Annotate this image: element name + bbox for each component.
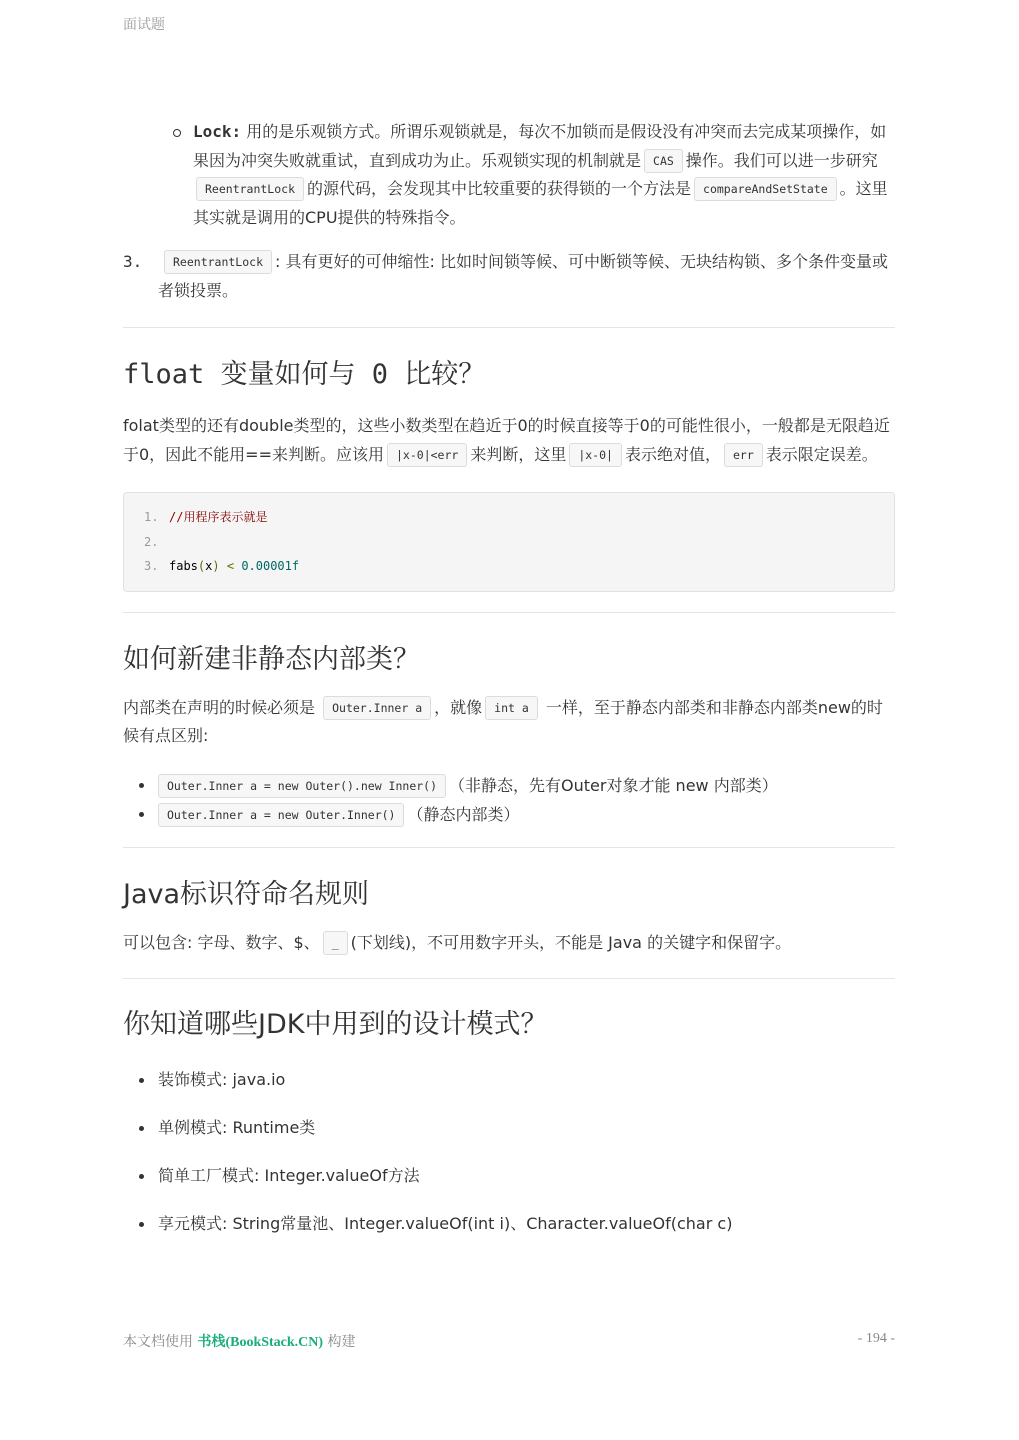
jdk-heading: 你知道哪些JDK中用到的设计模式？: [123, 1009, 548, 1040]
numbered-item-3: [123, 248, 895, 305]
inline-code-outer-inner: Outer.Inner a: [323, 696, 431, 720]
footer-suffix: 构建: [327, 1334, 356, 1350]
list-item-text: （非静态，先有Outer对象才能 new 内部类）: [449, 775, 778, 795]
list-item: [123, 1114, 895, 1142]
footer-brand-link[interactable]: 书栈(BookStack.CN): [197, 1335, 324, 1350]
lock-sub-list: [123, 118, 895, 232]
list-number: 3.: [123, 252, 143, 271]
running-header: 面试题: [123, 17, 165, 33]
lock-text-3: 的源代码，会发现其中比较重要的获得锁的一个方法是: [307, 179, 692, 198]
code-block: [123, 492, 895, 592]
inline-code-reentrantlock-2: ReentrantLock: [164, 250, 272, 274]
lock-text-4: 。这里其实就是调用的CPU提供的特殊指令。: [193, 179, 888, 227]
page-content: [123, 118, 895, 1258]
identifier-paragraph: [123, 929, 895, 958]
list-item: [123, 1162, 895, 1190]
code-line-1: 1. //用程序表示就是: [144, 510, 268, 524]
item3-text: : 具有更好的可伸缩性: 比如时间锁等候、可中断锁等候、无块结构锁、多个条件变量或者锁投票。: [158, 252, 888, 300]
jdk-pattern-list: [123, 1066, 895, 1238]
bullet-icon: [139, 783, 144, 788]
lock-item: [123, 118, 895, 232]
inline-code-err-expr: |x-0|<err: [387, 443, 467, 467]
list-item: [123, 1210, 895, 1238]
float-text-1: folat类型的还有double类型的，这些小数类型在趋近于0的时候直接等于0的可能性很小，一般都是无限趋近于0，因此不能用==来判断。应该用: [123, 416, 890, 464]
float-text-4: 表示限定误差。: [765, 444, 878, 464]
inline-code-int-a: int a: [485, 696, 538, 720]
inner-text-3: 一样，至于静态内部类和非静态内部类new的时候有点区别:: [123, 697, 883, 745]
float-text-3: 表示绝对值，: [624, 444, 721, 464]
list-item-text: 简单工厂模式: Integer.valueOf方法: [158, 1166, 420, 1185]
list-item: [123, 800, 895, 829]
inline-code-err: err: [724, 443, 763, 467]
lock-term: Lock:: [193, 122, 242, 141]
inner-class-list: [123, 771, 895, 829]
bullet-icon: [139, 1126, 144, 1131]
section-divider: [123, 327, 895, 328]
code-line-2: 2.: [144, 534, 159, 549]
circle-bullet-icon: [173, 129, 181, 137]
list-item: [123, 1066, 895, 1094]
inline-code-reentrantlock: ReentrantLock: [196, 177, 304, 201]
lock-text-2: 操作。我们可以进一步研究: [685, 150, 878, 170]
list-item-text: 享元模式: String常量池、Integer.valueOf(int i)、Character.valueOf(char c): [158, 1214, 733, 1233]
footer-prefix: 本文档使用: [123, 1334, 193, 1350]
identifier-text-2: (下划线)，不可用数字开头，不能是 Java 的关键字和保留字。: [350, 932, 792, 952]
section-divider: [123, 847, 895, 848]
inline-code-compareandsetstate: compareAndSetState: [694, 177, 837, 201]
float-heading: float 变量如何与 0 比较？: [123, 359, 486, 390]
inner-text-1: 内部类在声明的时候必须是: [123, 697, 316, 717]
inner-text-2: ，就像: [434, 697, 483, 717]
bullet-icon: [139, 1174, 144, 1179]
identifier-text-1: 可以包含: 字母、数字、$、: [123, 932, 320, 952]
bullet-icon: [139, 1222, 144, 1227]
inline-code-underscore: _: [323, 931, 348, 955]
float-text-2: 来判断，这里: [470, 444, 567, 464]
bullet-icon: [139, 1078, 144, 1083]
lock-text-1: 用的是乐观锁方式。所谓乐观锁就是，每次不加锁而是假设没有冲突而去完成某项操作，如果因为冲突失败就重试，直到成功为止。乐观锁实现的机制就是: [193, 122, 887, 170]
bullet-icon: [139, 812, 144, 817]
inline-code-cas: CAS: [644, 149, 683, 173]
list-item-text: 装饰模式: java.io: [158, 1070, 286, 1089]
page-number: - 194 -: [857, 1331, 895, 1346]
inline-code: Outer.Inner a = new Outer().new Inner(): [158, 774, 446, 798]
section-divider: [123, 978, 895, 979]
footer-credit: [123, 1331, 356, 1351]
float-paragraph: [123, 412, 895, 469]
code-line-3: 3. fabs(x) < 0.00001f: [144, 559, 300, 573]
section-divider: [123, 612, 895, 613]
list-item-text: 单例模式: Runtime类: [158, 1118, 316, 1137]
inline-code-abs: |x-0|: [569, 443, 622, 467]
inner-class-paragraph: [123, 694, 895, 751]
inner-class-heading: 如何新建非静态内部类？: [123, 643, 420, 675]
inline-code: Outer.Inner a = new Outer.Inner(): [158, 803, 404, 827]
identifier-heading: Java标识符命名规则: [123, 878, 370, 910]
list-item: [123, 771, 895, 800]
list-item-text: （静态内部类）: [407, 804, 520, 824]
